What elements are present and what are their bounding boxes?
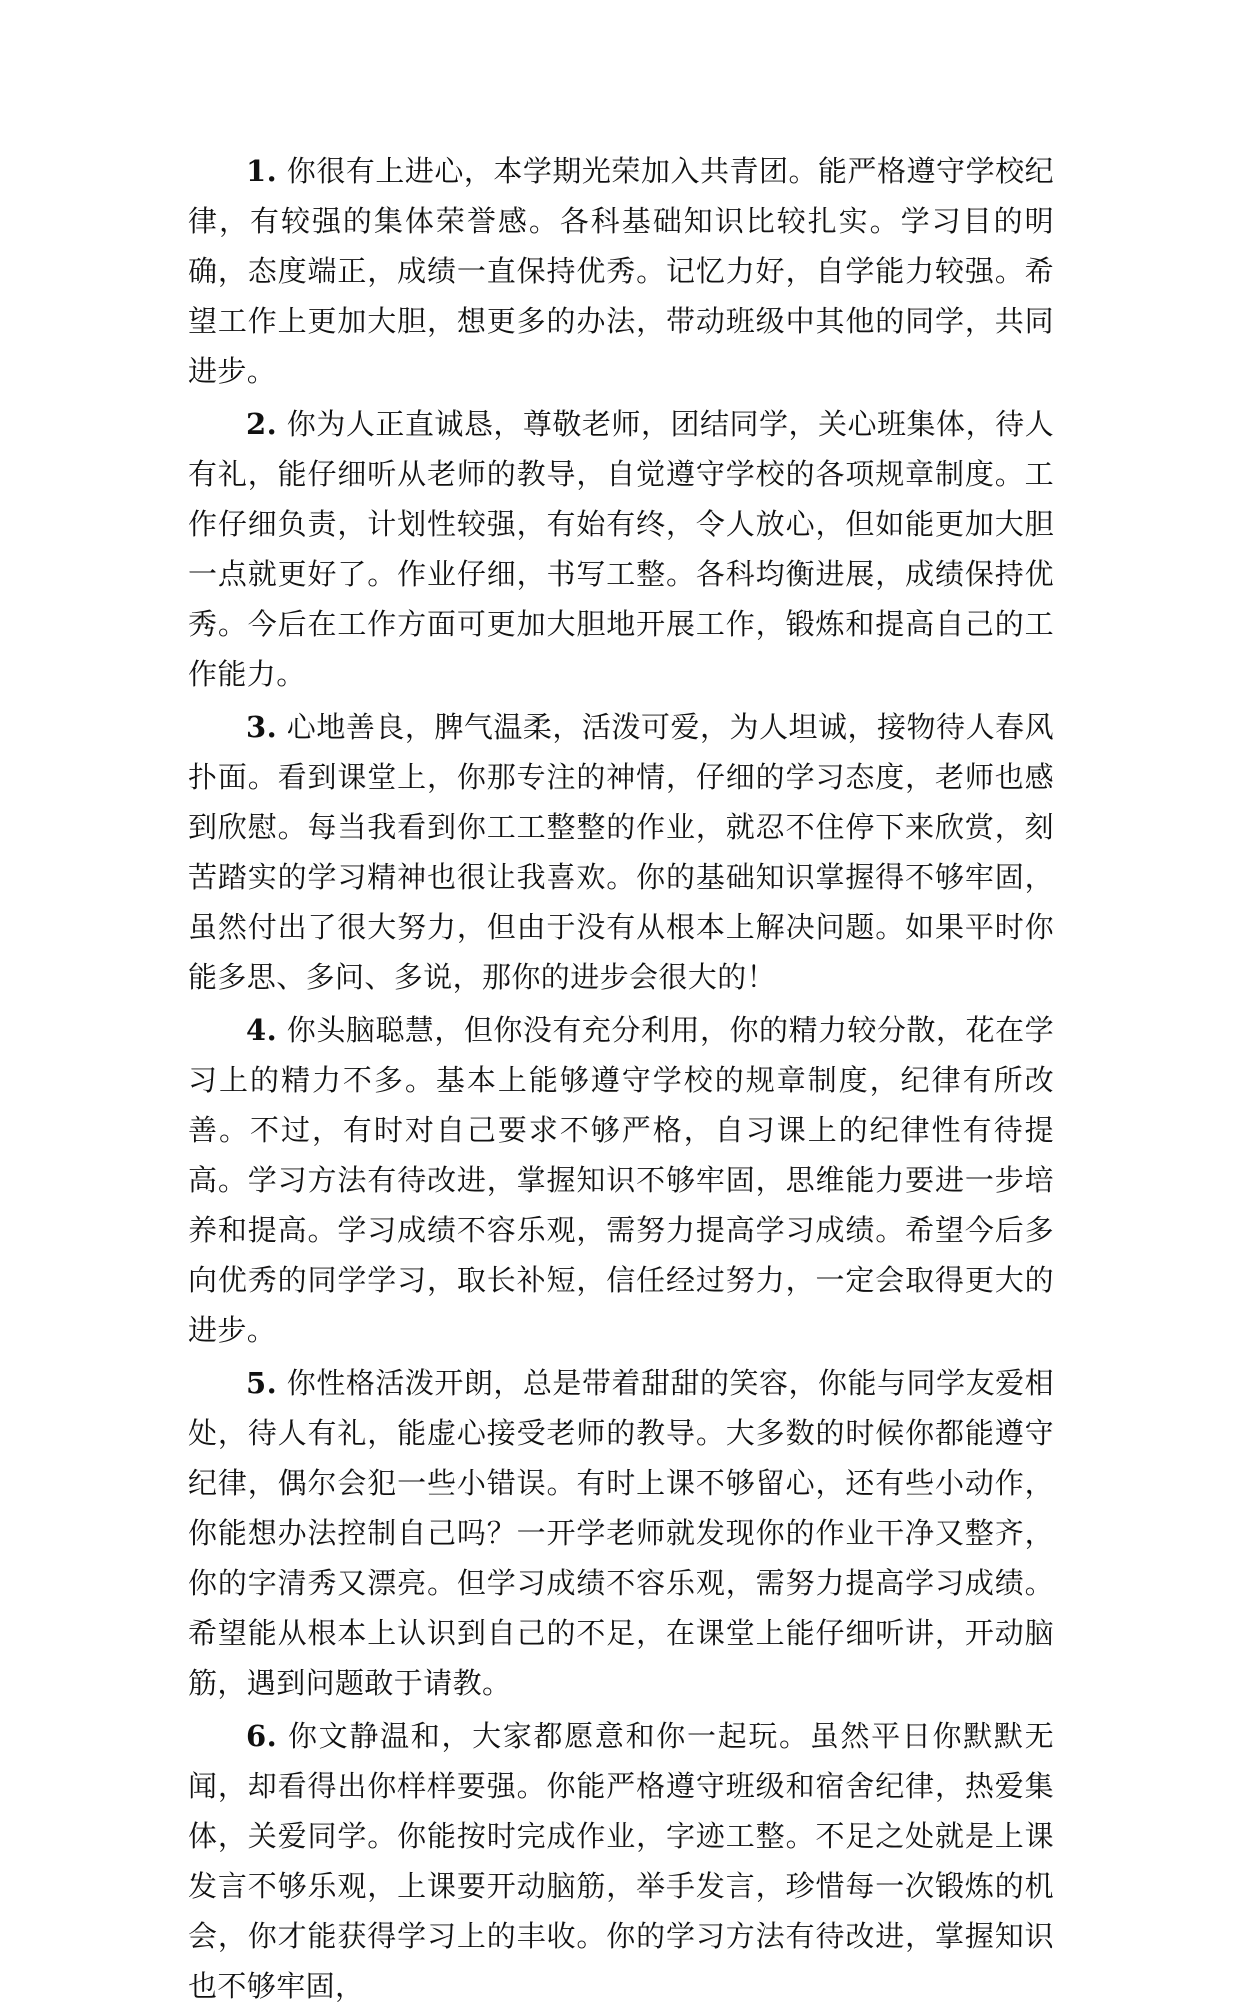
document-page [188,146,1054,2014]
comment-paragraph-3 [188,702,1054,1002]
comment-paragraph-1 [188,146,1054,396]
paragraph-number: 2. [246,407,278,441]
paragraph-text: 你文静温和，大家都愿意和你一起玩。虽然平日你默默无闻，却看得出你样样要强。你能严格遵守班级和宿舍纪律，热爱集体，关爱同学。你能按时完成作业，字迹工整。不足之处就是上课发言不够乐观，上课要开动脑筋，举手发言，珍惜每一次锻炼的机会，你才能获得学习上的丰收。你的学习方法有待改进，掌握知识也不够牢固， [188,1719,1054,2003]
paragraph-text: 你为人正直诚恳，尊敬老师，团结同学，关心班集体，待人有礼，能仔细听从老师的教导，自觉遵守学校的各项规章制度。工作仔细负责，计划性较强，有始有终，令人放心，但如能更加大胆一点就更好了。作业仔细，书写工整。各科均衡进展，成绩保持优秀。今后在工作方面可更加大胆地开展工作，锻炼和提高自己的工作能力。 [188,407,1054,691]
paragraph-number: 4. [246,1013,278,1047]
comment-paragraph-6 [188,1711,1054,2011]
paragraph-text: 你性格活泼开朗，总是带着甜甜的笑容，你能与同学友爱相处，待人有礼，能虚心接受老师的教导。大多数的时候你都能遵守纪律，偶尔会犯一些小错误。有时上课不够留心，还有些小动作，你能想办法控制自己吗？一开学老师就发现你的作业干净又整齐，你的字清秀又漂亮。但学习成绩不容乐观，需努力提高学习成绩。希望能从根本上认识到自己的不足，在课堂上能仔细听讲，开动脑筋，遇到问题敢于请教。 [188,1366,1054,1700]
paragraph-number: 3. [246,710,278,744]
comment-paragraph-5 [188,1358,1054,1708]
paragraph-text: 你头脑聪慧，但你没有充分利用，你的精力较分散，花在学习上的精力不多。基本上能够遵守学校的规章制度，纪律有所改善。不过，有时对自己要求不够严格，自习课上的纪律性有待提高。学习方法有待改进，掌握知识不够牢固，思维能力要进一步培养和提高。学习成绩不容乐观，需努力提高学习成绩。希望今后多向优秀的同学学习，取长补短，信任经过努力，一定会取得更大的进步。 [188,1013,1054,1347]
paragraph-number: 1. [246,154,278,188]
paragraph-text: 心地善良，脾气温柔，活泼可爱，为人坦诚，接物待人春风扑面。看到课堂上，你那专注的神情，仔细的学习态度，老师也感到欣慰。每当我看到你工工整整的作业，就忍不住停下来欣赏，刻苦踏实的学习精神也很让我喜欢。你的基础知识掌握得不够牢固，虽然付出了很大努力，但由于没有从根本上解决问题。如果平时你能多思、多问、多说，那你的进步会很大的！ [188,710,1054,994]
paragraph-number: 5. [246,1366,278,1400]
paragraph-number: 6. [246,1719,278,1753]
comment-paragraph-4 [188,1005,1054,1355]
paragraph-text: 你很有上进心，本学期光荣加入共青团。能严格遵守学校纪律，有较强的集体荣誉感。各科基础知识比较扎实。学习目的明确，态度端正，成绩一直保持优秀。记忆力好，自学能力较强。希望工作上更加大胆，想更多的办法，带动班级中其他的同学，共同进步。 [188,154,1054,388]
comment-paragraph-2 [188,399,1054,699]
